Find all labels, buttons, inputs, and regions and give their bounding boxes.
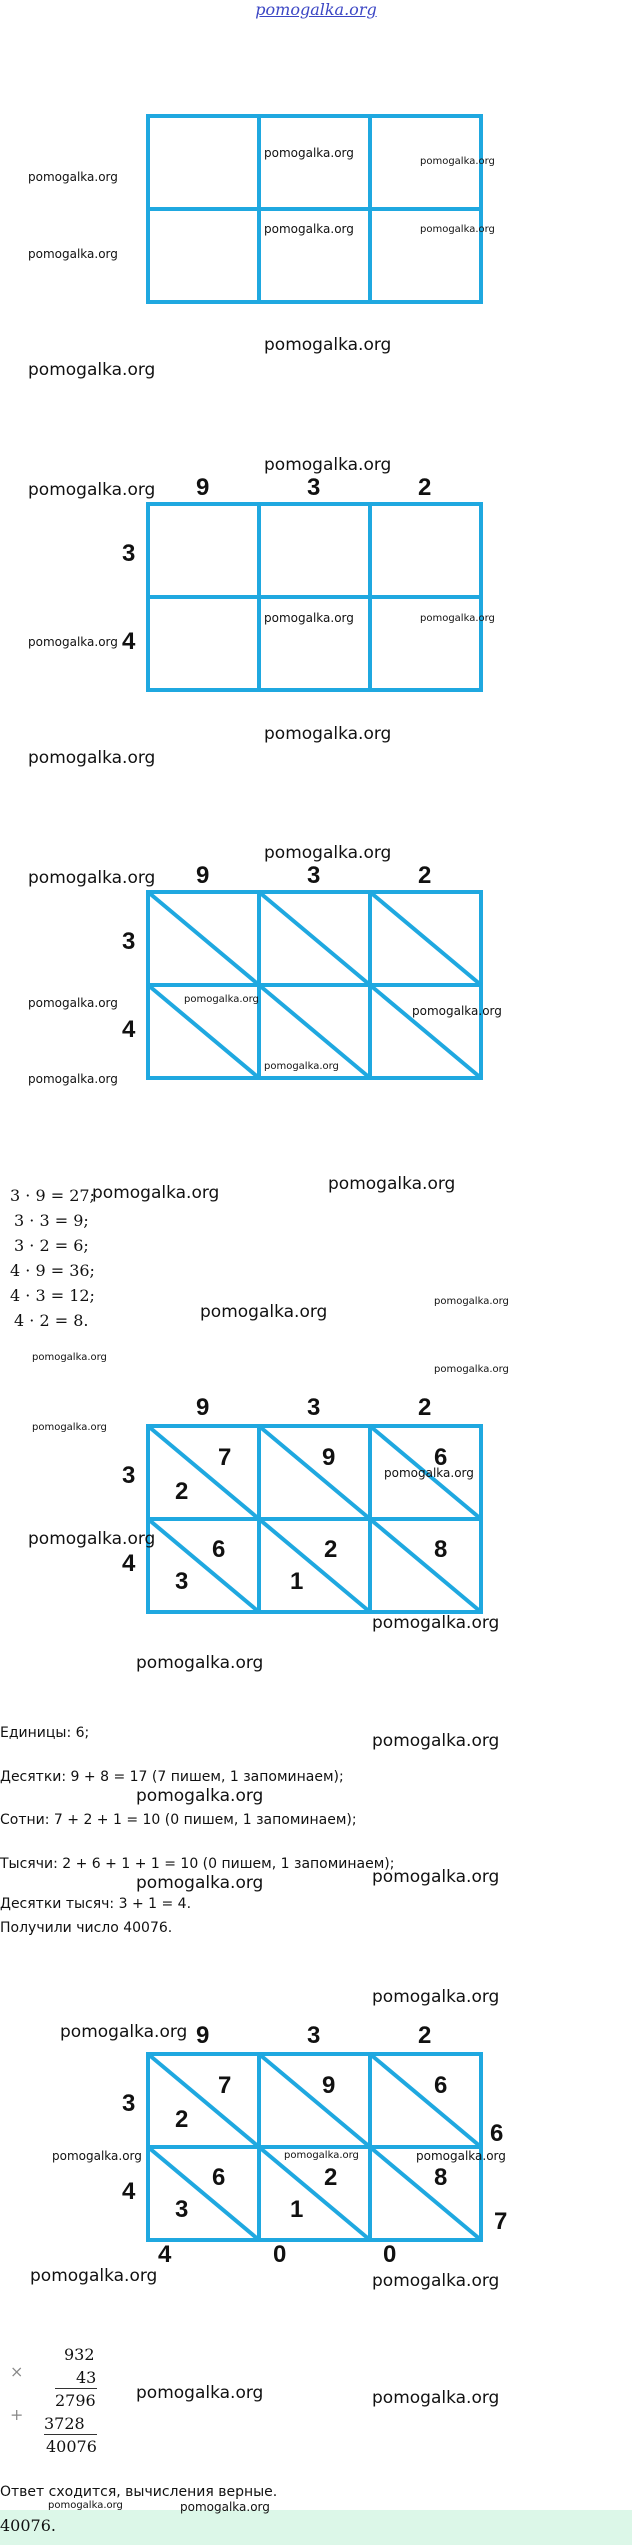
sum-units: Единицы: 6; (0, 1725, 90, 1741)
product-digit: 1 (290, 2196, 304, 2223)
watermark: pomogalka.org (264, 611, 354, 625)
sum-result: Получили число 40076. (0, 1920, 173, 1936)
product-digit: 6 (434, 1444, 448, 1471)
product-digit: 8 (434, 2164, 448, 2191)
product-digit: 8 (434, 1536, 448, 1563)
watermark: pomogalka.org (420, 156, 495, 167)
watermark: pomogalka.org (284, 2150, 359, 2161)
watermark: pomogalka.org (420, 224, 495, 235)
watermark: pomogalka.org (264, 724, 392, 744)
column-rule (55, 2388, 97, 2389)
watermark: pomogalka.org (372, 2271, 500, 2291)
factor-digit-left: 4 (122, 1550, 136, 1577)
sum-digit-right: 7 (494, 2208, 508, 2235)
factor-digit-top: 9 (196, 474, 210, 501)
watermark: pomogalka.org (32, 1352, 107, 1363)
watermark: pomogalka.org (60, 2022, 188, 2042)
product-line: 3 · 9 = 27; (10, 1186, 95, 1205)
watermark: pomogalka.org (384, 1466, 474, 1480)
product-digit: 9 (322, 1444, 336, 1471)
product-line: 4 · 3 = 12; (10, 1286, 95, 1305)
times-sign: × (10, 2362, 24, 2381)
column-rule (44, 2434, 97, 2435)
watermark: pomogalka.org (28, 748, 156, 768)
watermark: pomogalka.org (136, 1653, 264, 1673)
column-multiplier: 43 (76, 2368, 97, 2387)
watermark: pomogalka.org (136, 2383, 264, 2403)
factor-digit-top: 9 (196, 862, 210, 889)
watermark: pomogalka.org (92, 1183, 220, 1203)
product-line: 4 · 2 = 8. (14, 1311, 89, 1330)
sum-thousands: Тысячи: 2 + 6 + 1 + 1 = 10 (0 пишем, 1 запоминаем); (0, 1856, 395, 1872)
watermark: pomogalka.org (28, 480, 156, 500)
sum-digit-bottom: 4 (158, 2241, 172, 2268)
watermark: pomogalka.org (264, 146, 354, 160)
watermark: pomogalka.org (372, 1867, 500, 1887)
watermark: pomogalka.org (28, 360, 156, 380)
factor-digit-top: 2 (418, 1394, 432, 1421)
watermark: pomogalka.org (28, 170, 118, 184)
watermark: pomogalka.org (434, 1364, 509, 1375)
bottom-highlight (0, 2510, 632, 2545)
factor-digit-top: 2 (418, 474, 432, 501)
product-digit: 2 (175, 2106, 189, 2133)
watermark: pomogalka.org (328, 1174, 456, 1194)
watermark: pomogalka.org (434, 1296, 509, 1307)
factor-digit-top: 3 (307, 862, 321, 889)
column-multiplicand: 932 (64, 2345, 95, 2364)
product-digit: 3 (175, 2196, 189, 2223)
product-digit: 1 (290, 1568, 304, 1595)
watermark: pomogalka.org (372, 1613, 500, 1633)
product-digit: 2 (324, 2164, 338, 2191)
product-digit: 7 (218, 2072, 232, 2099)
product-digit: 6 (434, 2072, 448, 2099)
watermark: pomogalka.org (184, 994, 259, 1005)
watermark: pomogalka.org (372, 1987, 500, 2007)
sum-digit-bottom: 0 (273, 2241, 287, 2268)
product-digit: 6 (212, 1536, 226, 1563)
watermark: pomogalka.org (412, 1004, 502, 1018)
product-digit: 2 (324, 1536, 338, 1563)
factor-digit-left: 4 (122, 2178, 136, 2205)
site-link[interactable]: pomogalka.org (255, 0, 377, 19)
watermark: pomogalka.org (264, 335, 392, 355)
factor-digit-left: 3 (122, 540, 136, 567)
factor-digit-left: 4 (122, 628, 136, 655)
watermark: pomogalka.org (28, 635, 118, 649)
watermark: pomogalka.org (28, 1529, 156, 1549)
watermark: pomogalka.org (372, 1731, 500, 1751)
answer-text: Ответ сходится, вычисления верные. (0, 2484, 278, 2500)
watermark: pomogalka.org (28, 868, 156, 888)
watermark: pomogalka.org (28, 1072, 118, 1086)
watermark: pomogalka.org (416, 2149, 506, 2163)
watermark: pomogalka.org (264, 843, 392, 863)
watermark: pomogalka.org (200, 1302, 328, 1322)
factor-digit-left: 4 (122, 1016, 136, 1043)
sum-ten-thousands: Десятки тысяч: 3 + 1 = 4. (0, 1896, 192, 1912)
answer-number: 40076. (0, 2516, 56, 2535)
factor-digit-top: 9 (196, 1394, 210, 1421)
factor-digit-top: 3 (307, 474, 321, 501)
column-partial-2: 3728 (44, 2414, 85, 2433)
watermark: pomogalka.org (136, 1873, 264, 1893)
watermark: pomogalka.org (420, 613, 495, 624)
sum-digit-bottom: 0 (383, 2241, 397, 2268)
sum-hundreds: Сотни: 7 + 2 + 1 = 10 (0 пишем, 1 запоминаем); (0, 1812, 357, 1828)
watermark: pomogalka.org (264, 455, 392, 475)
watermark: pomogalka.org (48, 2500, 123, 2511)
watermark: pomogalka.org (264, 222, 354, 236)
plus-sign: + (10, 2405, 24, 2424)
factor-digit-top: 2 (418, 2022, 432, 2049)
product-digit: 6 (212, 2164, 226, 2191)
product-digit: 9 (322, 2072, 336, 2099)
product-line: 3 · 3 = 9; (14, 1211, 89, 1230)
watermark: pomogalka.org (52, 2149, 142, 2163)
column-partial-1: 2796 (55, 2391, 96, 2410)
watermark: pomogalka.org (30, 2266, 158, 2286)
product-digit: 7 (218, 1444, 232, 1471)
product-digit: 3 (175, 1568, 189, 1595)
column-result: 40076 (46, 2437, 97, 2456)
watermark: pomogalka.org (264, 1061, 339, 1072)
product-line: 4 · 9 = 36; (10, 1261, 95, 1280)
sum-tens: Десятки: 9 + 8 = 17 (7 пишем, 1 запоминаем); (0, 1769, 344, 1785)
factor-digit-top: 9 (196, 2022, 210, 2049)
watermark: pomogalka.org (180, 2500, 270, 2514)
factor-digit-left: 3 (122, 1462, 136, 1489)
product-digit: 2 (175, 1478, 189, 1505)
factor-digit-top: 3 (307, 2022, 321, 2049)
factor-digit-left: 3 (122, 928, 136, 955)
factor-digit-left: 3 (122, 2090, 136, 2117)
factor-digit-top: 3 (307, 1394, 321, 1421)
watermark: pomogalka.org (28, 996, 118, 1010)
watermark: pomogalka.org (28, 247, 118, 261)
sum-digit-right: 6 (490, 2120, 504, 2147)
product-line: 3 · 2 = 6; (14, 1236, 89, 1255)
factor-digit-top: 2 (418, 862, 432, 889)
watermark: pomogalka.org (32, 1422, 107, 1433)
watermark: pomogalka.org (372, 2388, 500, 2408)
watermark: pomogalka.org (136, 1786, 264, 1806)
